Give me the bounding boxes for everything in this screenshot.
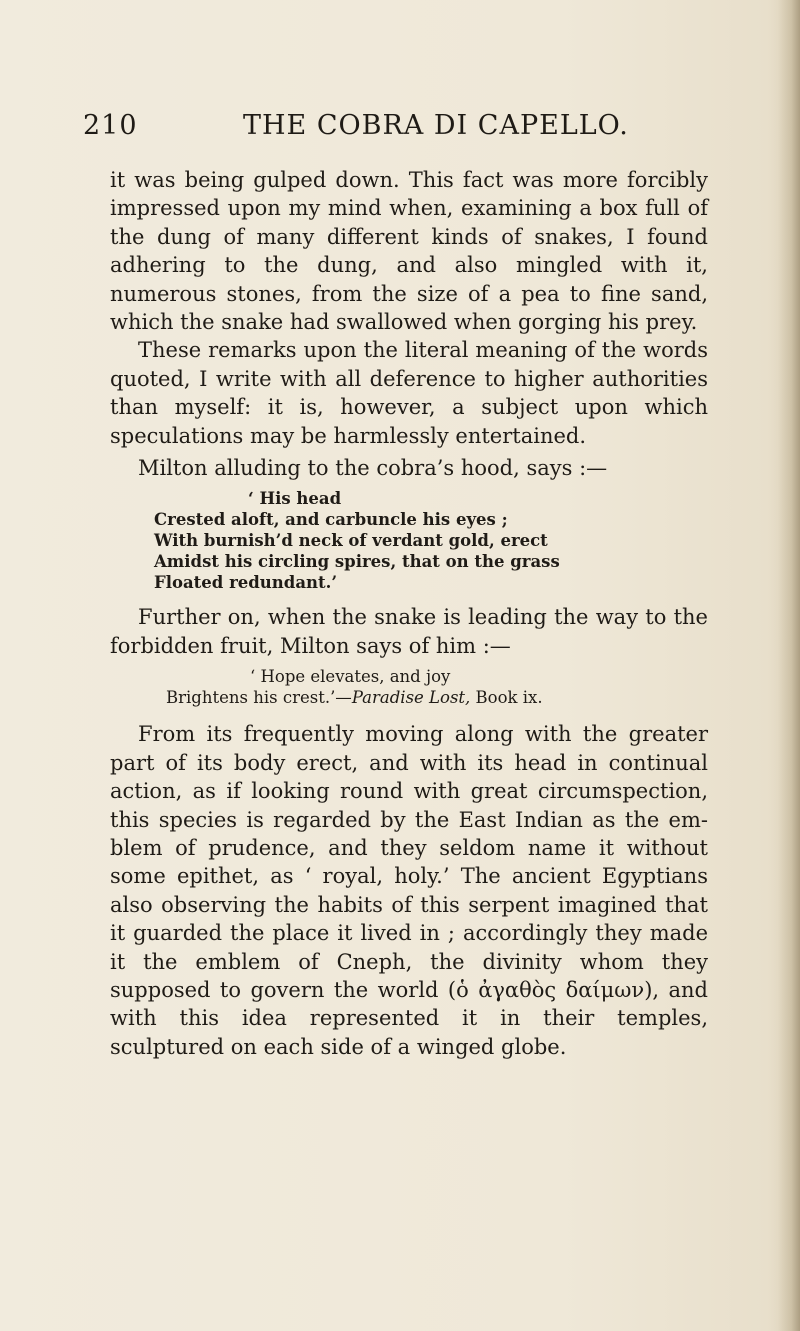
body-text [110, 166, 708, 1061]
paragraph-emblem: From its frequently moving along with the greater part of its body erect, and with its head in continual action, as if looking round with great circumspection, this species is regarded by the East Indian as the em-blem of prudence, and they seldom name it without some epithet, as ‘ royal, holy.’ The ancient Egyptians also observing the habits of this serpent imagined that it guarded the place it lived in ; accordingly they made it the emblem of Cneph, the divinity whom they supposed to govern the world (ὁ ἀγαθὸς δαίμων), and with this idea represented it in their temples, sculptured on each side of a winged globe. [110, 722, 708, 1059]
verse-line: Amidst his circling spires, that on the grass [154, 552, 560, 572]
verse-line: With burnish’d neck of verdant gold, erect [154, 531, 548, 551]
running-header [83, 110, 733, 146]
page-edge-shadow [778, 0, 800, 1331]
verse-line: Floated redundant.’ [154, 573, 338, 593]
paragraph-continuation: it was being gulped down. This fact was more forcibly impressed upon my mind when, examining a box full of the dung of many different kinds of snakes, I found adhering to the dung, and also mingled with it, numerous stones, from the size of a pea to fine sand, which the snake had swallowed when gorging his prey. [110, 168, 708, 335]
verse-text: Brightens his crest.’— [166, 688, 352, 708]
verse-line: ‘ His head [248, 489, 342, 509]
verse-quote-crested [154, 488, 708, 593]
paragraph-remarks: These remarks upon the literal meaning of the words quoted, I write with all deference to higher authorities than myself: it is, however, a subject upon which speculations may be harmlessly entertained. [110, 338, 708, 448]
running-title: THE COBRA DI CAPELLO. [243, 110, 629, 141]
verse-line: ‘ Hope elevates, and joy [250, 667, 451, 687]
paragraph-further-on: Further on, when the snake is leading the way to the forbidden fruit, Milton says of him :— [110, 605, 708, 658]
verse-line: Crested aloft, and carbuncle his eyes ; [154, 510, 508, 530]
verse-quote-hope [166, 666, 708, 708]
citation-book: Book ix. [470, 688, 543, 708]
verse-line-citation [166, 687, 708, 708]
citation-title: Paradise Lost, [351, 688, 471, 708]
page-number: 210 [83, 110, 138, 141]
paragraph-milton-intro: Milton alluding to the cobra’s hood, says :— [138, 456, 608, 481]
